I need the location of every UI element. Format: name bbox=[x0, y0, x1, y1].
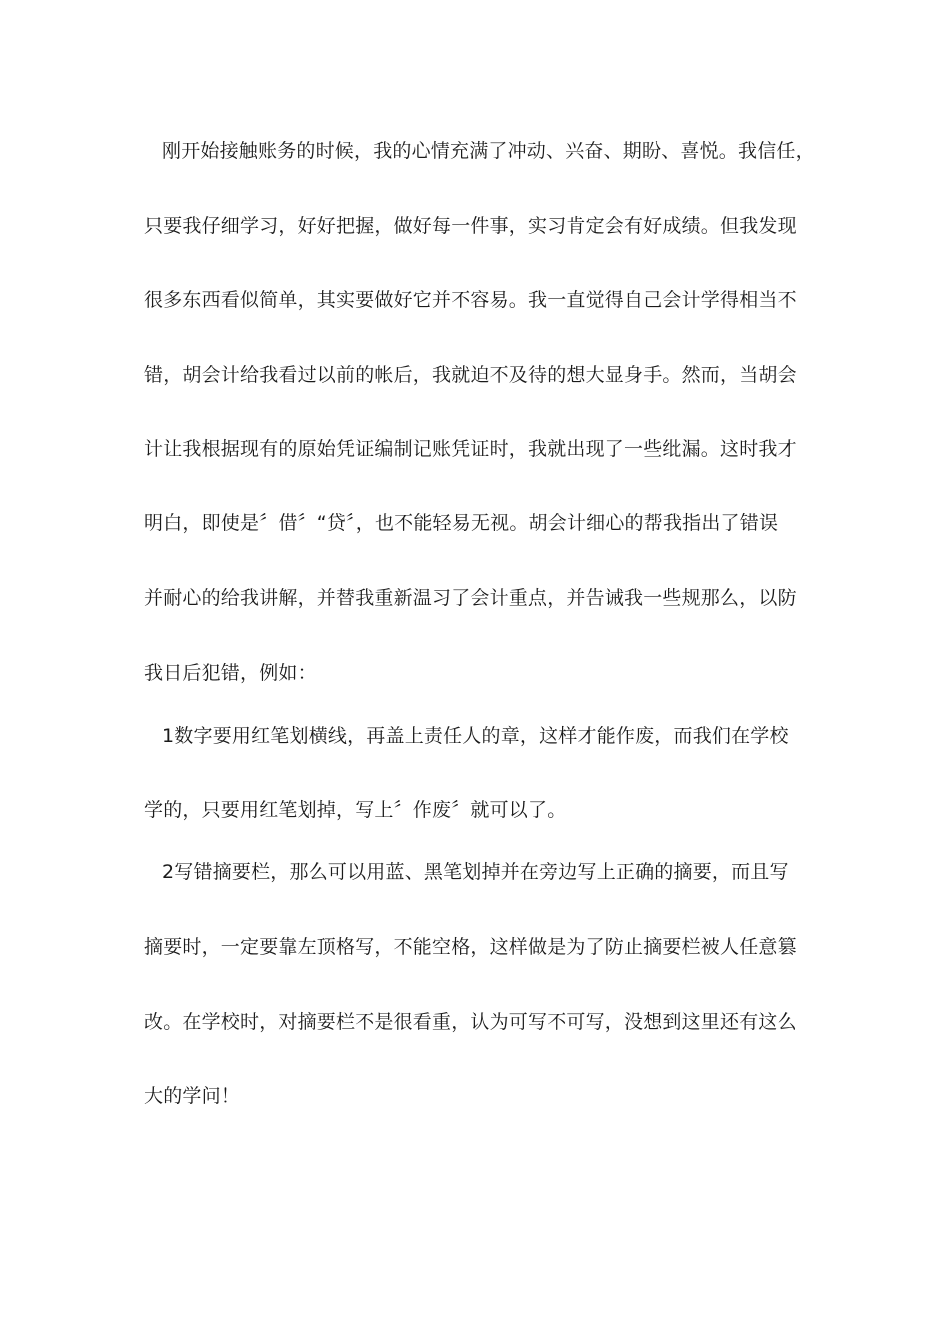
text-line: 明白，即使是〞借〞“贷〞，也不能轻易无视。胡会计细心的帮我指出了错误 bbox=[144, 512, 779, 534]
list-item-2-line: 摘要时，一定要靠左顶格写，不能空格，这样做是为了防止摘要栏被人任意篡 bbox=[144, 936, 797, 958]
list-item-2-line: 大的学问！ bbox=[144, 1085, 241, 1107]
text-line: 并耐心的给我讲解，并替我重新温习了会计重点，并告诫我一些规那么，以防 bbox=[144, 587, 797, 609]
text-line: 错，胡会计给我看过以前的帐后，我就迫不及待的想大显身手。然而，当胡会 bbox=[144, 364, 797, 386]
list-item-2-line: 2写错摘要栏，那么可以用蓝、黑笔划掉并在旁边写上正确的摘要，而且写 bbox=[162, 861, 789, 883]
text-line: 只要我仔细学习，好好把握，做好每一件事，实习肯定会有好成绩。但我发现 bbox=[144, 215, 797, 237]
text-line: 我日后犯错，例如： bbox=[144, 662, 317, 684]
text-line: 刚开始接触账务的时候，我的心情充满了冲动、兴奋、期盼、喜悦。我信任， bbox=[162, 140, 815, 162]
list-item-1-line: 1数字要用红笔划横线，再盖上责任人的章，这样才能作废，而我们在学校 bbox=[162, 725, 789, 747]
list-item-2-line: 改。在学校时，对摘要栏不是很看重，认为可写不可写，没想到这里还有这么 bbox=[144, 1011, 797, 1033]
text-line: 很多东西看似简单，其实要做好它并不容易。我一直觉得自己会计学得相当不 bbox=[144, 289, 797, 311]
list-item-1-line: 学的，只要用红笔划掉，写上〞作废〞就可以了。 bbox=[144, 799, 567, 821]
text-line: 计让我根据现有的原始凭证编制记账凭证时，我就出现了一些纰漏。这时我才 bbox=[144, 438, 797, 460]
